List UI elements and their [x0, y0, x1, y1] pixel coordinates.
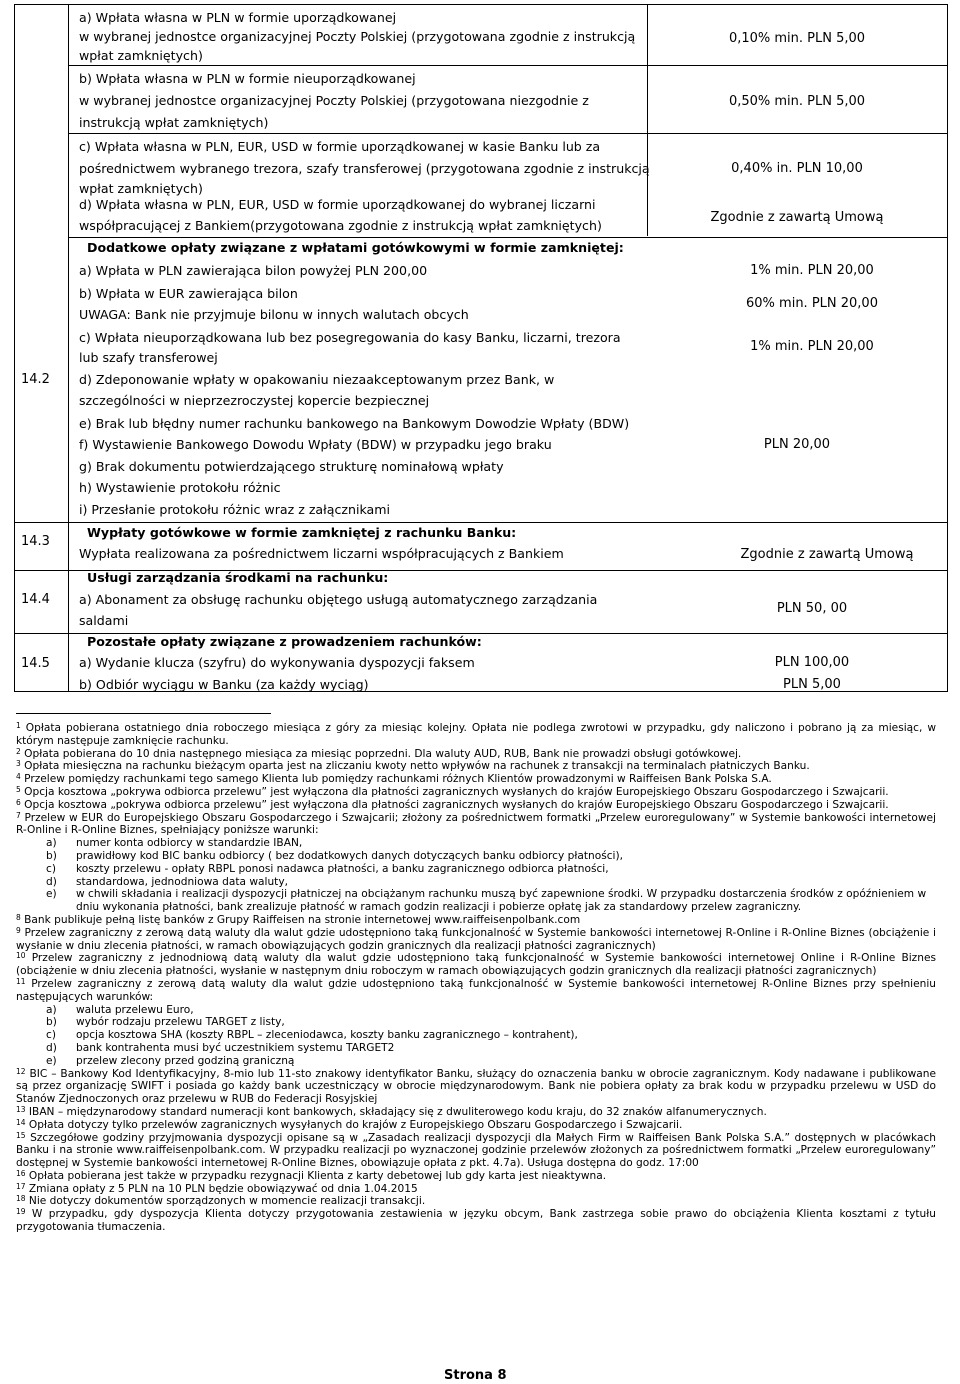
- footnote-5: $^5$ Opcja kosztowa „pokrywa odbiorca przelewu” jest wyłączona dla płatności zagranicznych wysłanych do krajów Europejskiego Obszaru Gospodarczego i Szwajcarii.: [16, 784, 889, 798]
- row-b-line1: b) Wpłata własna w PLN w formie nieuporządkowanej: [79, 71, 416, 86]
- footnote-16: $^{16}$ Opłata pobierana jest także w przypadku rezygnacji Klienta z karty debetowej lub gdy karta jest nieaktywna.: [16, 1168, 607, 1182]
- footnote-6: $^6$ Opcja kosztowa „pokrywa odbiorca przelewu” jest wyłączona dla płatności zagranicznych wysłanych do krajów Europejskiego Obszaru Gospodarczego i Szwajcarii.: [16, 797, 889, 811]
- footnote-13: $^{13}$ IBAN – międzynarodowy standard numeracji kont bankowych, składający się z dwuliterowego kodu kraju, do 32 znaków alfanumerycznych.: [16, 1104, 767, 1118]
- section-number-14-4: 14.4: [21, 592, 50, 607]
- footnote-7-item: d) standardowa, jednodniowa data waluty,: [46, 875, 288, 888]
- s143-fee: Zgodnie z zawartą Umową: [740, 547, 914, 562]
- s142-c-line1: c) Wpłata nieuporządkowana lub bez posegregowania do kasy Banku, liczarni, trezora: [79, 330, 621, 345]
- s142-a-fee: 1% min. PLN 20,00: [750, 263, 874, 278]
- footnote-7-item: a) numer konta odbiorcy w standardzie IBAN,: [46, 837, 303, 850]
- footnote-separator: [16, 713, 271, 714]
- footnotes: [16, 722, 936, 1234]
- footnote-7-item: e) w chwili składania i realizacji dyspozycji płatniczej na obciążanym rachunku muszą być zapewnione środki. W przypadku dostarczenia środków z opóźnieniem w dniu wykonania płatności, bank zrealizuje płatność w ramach godzin realizacji i pobierze opłatę jak za standardowy przelew zagraniczny.: [46, 888, 927, 914]
- footnote-10: $^{10}$ Przelew zagraniczny z jednodniową datą waluty dla walut gdzie udostępniono taką funkcjonalność w Systemie bankowości internetowej Online i R-Online Biznes (obciążenie w dniu zlecenia płatności, wysłanie w następnym dniu roboczym w ramach obowiązujących godzin granicznych dla realizacji płatności zagranicznych): [16, 951, 936, 978]
- s142-g: g) Brak dokumentu potwierdzającego strukturę nominałową wpłaty: [79, 459, 504, 474]
- s142-d-line1: d) Zdeponowanie wpłaty w opakowaniu niezaakceptowanym przez Bank, w: [79, 372, 555, 387]
- s142-i: i) Przesłanie protokołu różnic wraz z załącznikami: [79, 502, 391, 517]
- footnote-11-item: e) przelew zlecony przed godziną graniczną: [46, 1054, 295, 1067]
- row-b-line2: w wybranej jednostce organizacyjnej Poczty Polskiej (przygotowana niezgodnie z: [79, 93, 589, 108]
- s145-b: b) Odbiór wyciągu w Banku (za każdy wyciąg): [79, 677, 369, 692]
- footnote-11-item: b) wybór rodzaju przelewu TARGET z listy,: [46, 1016, 285, 1029]
- s143-text: Wypłata realizowana za pośrednictwem liczarni współpracujących z Bankiem: [79, 546, 564, 561]
- row-b-fee: 0,50% min. PLN 5,00: [728, 94, 866, 109]
- footnote-19: $^{19}$ W przypadku, gdy dyspozycja Klienta dotyczy przygotowania zestawienia w języku obcym, Bank zastrzega sobie prawo do obciążenia Klienta kosztami z tytułu przygotowania tłumaczenia.: [16, 1207, 936, 1234]
- s144-line2: saldami: [79, 613, 129, 628]
- footnote-8: $^8$ Bank publikuje pełną listę banków z Grupy Raiffeisen na stronie internetowej www.raiffeisenpolbank.com: [16, 912, 581, 926]
- s142-f: f) Wystawienie Bankowego Dowodu Wpłaty (BDW) w przypadku jego braku: [79, 437, 552, 452]
- section-number-14-2: 14.2: [21, 372, 50, 387]
- row-c-fee: 0,40% in. PLN 10,00: [731, 161, 863, 176]
- col-divider-number: [68, 5, 69, 691]
- s142-b-line2: UWAGA: Bank nie przyjmuje bilonu w innych walutach obcych: [79, 307, 469, 322]
- footnote-7-item: b) prawidłowy kod BIC banku odbiorcy ( bez dodatkowych danych dotyczących banku odbiorcy płatności),: [46, 849, 624, 862]
- page-number: Strona 8: [444, 1368, 507, 1383]
- s142-a-text: a) Wpłata w PLN zawierająca bilon powyżej PLN 200,00: [79, 263, 428, 278]
- row-a-line1: a) Wpłata własna w PLN w formie uporządkowanej: [79, 10, 397, 25]
- row-a-line3: wpłat zamkniętych): [79, 48, 203, 63]
- s142-group-fee: PLN 20,00: [763, 437, 831, 452]
- footnote-11-item: d) bank kontrahenta musi być uczestnikiem systemu TARGET2: [46, 1041, 395, 1054]
- row-d-line2: współpracującej z Bankiem(przygotowana zgodnie z instrukcją wpłat zamkniętych): [79, 218, 602, 233]
- s142-c-line2: lub szafy transferowej: [79, 350, 218, 365]
- footnote-18: $^{18}$ Nie dotyczy dokumentów sporządzonych w momencie realizacji transakcji.: [16, 1194, 426, 1208]
- s142-e: e) Brak lub błędny numer rachunku bankowego na Bankowym Dowodzie Wpłaty (BDW): [79, 416, 630, 431]
- section-number-14-5: 14.5: [21, 656, 50, 671]
- s142-b-line1: b) Wpłata w EUR zawierająca bilon: [79, 286, 298, 301]
- s142-c-fee: 1% min. PLN 20,00: [750, 339, 874, 354]
- section-number-14-3: 14.3: [21, 534, 50, 549]
- s142-b-fee: 60% min. PLN 20,00: [746, 296, 878, 311]
- s144-line1: a) Abonament za obsługę rachunku objętego usługą automatycznego zarządzania: [79, 592, 598, 607]
- footnote-14: $^{14}$ Opłata dotyczy tylko przelewów zagranicznych wysyłanych do krajów z Europejskiego Obszaru Gospodarczego i Szwajcarii.: [16, 1117, 683, 1131]
- footnote-4: $^4$ Przelew pomiędzy rachunkami tego samego Klienta lub pomiędzy rachunkami różnych Klientów prowadzonymi w Raiffeisen Bank Polska S.A.: [16, 772, 772, 786]
- s145-a: a) Wydanie klucza (szyfru) do wykonywania dyspozycji faksem: [79, 655, 475, 670]
- footnote-11-item: c) opcja kosztowa SHA (koszty RBPL – zleceniodawca, koszty banku zagranicznego – kontrahent),: [46, 1029, 578, 1042]
- footnote-7-item: c) koszty przelewu - opłaty RBPL ponosi nadawca płatności, a banku zagranicznego odbiorca płatności,: [46, 862, 609, 875]
- section-14-4-heading: Usługi zarządzania środkami na rachunku:: [87, 570, 389, 585]
- row-c-line1: c) Wpłata własna w PLN, EUR, USD w formie uporządkowanej w kasie Banku lub za: [79, 139, 601, 154]
- footnote-7: $^7$ Przelew w EUR do Europejskiego Obszaru Gospodarczego i Szwajcarii; złożony za pośrednictwem formatki „Przelew euroregulowany” w Systemie bankowości internetowej R-Online i R-Online Biznes, spełniający poniższe warunki:: [16, 810, 936, 837]
- fee-table: [14, 4, 948, 692]
- section-14-3-heading: Wypłaty gotówkowe w formie zamkniętej z rachunku Banku:: [87, 525, 517, 540]
- footnote-3: $^3$ Opłata miesięczna na rachunku bieżącym oparta jest na zliczaniu kwoty netto wpływów na rachunek z transakcji na terminalach płatniczych Banku.: [16, 759, 810, 773]
- s145-a-fee: PLN 100,00: [774, 655, 850, 670]
- footnote-2: $^2$ Opłata pobierana do 10 dnia następnego miesiąca za miesiąc poprzedni. Dla waluty AUD, RUB, Bank nie prowadzi obsługi gotówkowej.: [16, 746, 742, 760]
- section-14-2-heading: Dodatkowe opłaty związane z wpłatami gotówkowymi w formie zamkniętej:: [87, 240, 624, 255]
- footnote-12: $^{12}$ BIC – Bankowy Kod Identyfikacyjny, 8-mio lub 11-sto znakowy identyfikator Banku, służący do oznaczenia banku w obrocie zagranicznym. Kody nadawane i publikowane są przez organizację SWIFT i posiada go każdy bank uczestniczący w obrocie międzynarodowym. Bank nie pobiera opłaty za brak kodu w przypadku przelewu w USD do Stanów Zjednoczonych oraz przelewu w RUB do Federacji Rosyjskiej: [16, 1066, 936, 1106]
- footnote-17: $^{17}$ Zmiana opłaty z 5 PLN na 10 PLN będzie obowiązywać od dnia 1.04.2015: [16, 1181, 418, 1195]
- row-d-fee: Zgodnie z zawartą Umową: [710, 210, 884, 225]
- row-d-line1: d) Wpłata własna w PLN, EUR, USD w formie uporządkowanej do wybranej liczarni: [79, 197, 596, 212]
- row-a-line2: w wybranej jednostce organizacyjnej Poczty Polskiej (przygotowana zgodnie z instrukcją: [79, 29, 636, 44]
- s142-h: h) Wystawienie protokołu różnic: [79, 480, 281, 495]
- row-a-fee: 0,10% min. PLN 5,00: [728, 31, 866, 46]
- footnote-15: $^{15}$ Szczegółowe godziny przyjmowania dyspozycji opisane są w „Zasadach realizacji dyspozycji dla Małych Firm w Raiffeisen Bank Polska S.A.” dostępnych w placówkach Banku i na stronie www.raiffeisenpolbank.com. W przypadku realizacji po wyznaczonej godzinie przelewów złożonych za pośrednictwem formatki „Przelew euroregulowany” dostępnej w Systemie bankowości internetowej R-Online Biznes, obowiązuje opłata z pkt. 4.7a). Usługa dostępna do godz. 17:00: [16, 1130, 936, 1170]
- s142-d-line2: szczególności w nieprzezroczystej kopercie bezpiecznej: [79, 393, 430, 408]
- row-c-line2: pośrednictwem wybranego trezora, szafy transferowej (przygotowana zgodnie z instrukcją: [79, 161, 650, 176]
- footnote-9: $^9$ Przelew zagraniczny z zerową datą waluty dla walut gdzie udostępniono taką funkcjonalność w Systemie bankowości internetowej R-Online i R-Online Biznes (obciążenie i wysłanie w dniu zlecenia płatności, w ramach obowiązujących godzin granicznych dla realizacji płatności zagranicznych): [16, 925, 936, 952]
- footnote-1: $^1$ Opłata pobierana ostatniego dnia roboczego miesiąca z góry za miesiąc kolejny. Opłata nie podlega zwrotowi w przypadku, gdy naliczono i pobrano ją za miesiąc, w którym następuje zamknięcie rachunku.: [16, 721, 937, 747]
- row-c-line3: wpłat zamkniętych): [79, 181, 203, 196]
- section-14-5-heading: Pozostałe opłaty związane z prowadzeniem rachunków:: [87, 634, 482, 649]
- footnote-11: $^{11}$ Przelew zagraniczny z zerową datą waluty dla walut gdzie udostępniono taką funkcjonalność w Systemie bankowości internetowej R-Online Biznes przy spełnieniu następujących warunków:: [16, 976, 936, 1003]
- s144-fee: PLN 50, 00: [776, 601, 848, 616]
- row-b-line3: instrukcją wpłat zamkniętych): [79, 115, 269, 130]
- s145-b-fee: PLN 5,00: [783, 677, 841, 692]
- footnote-11-item: a) waluta przelewu Euro,: [46, 1003, 194, 1016]
